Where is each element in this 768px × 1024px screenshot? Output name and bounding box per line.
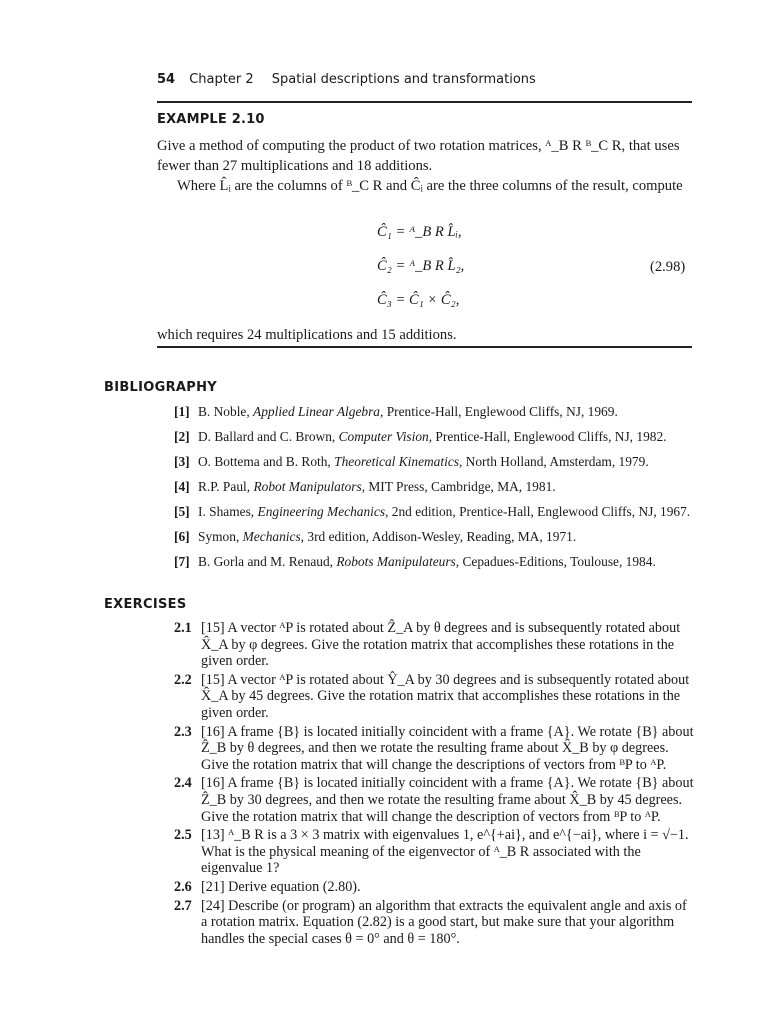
equation-number: (2.98) bbox=[650, 259, 686, 275]
example-paragraph-2: Where L̂ᵢ are the columns of ᴮ_C R and Ĉᵢ are the three columns of the result, compute bbox=[177, 178, 683, 194]
exercise-text: [16] A frame {B} is located initially coincident with a frame {A}. We rotate {B} about Ẑ_B by 30 degrees, and then we rotate the resulting frame about X̂_B by 45 degrees. Give the rotation matrix that will change the description of vectors from ᴮP to ᴬP. bbox=[201, 775, 694, 825]
exercise-number: 2.7 bbox=[174, 897, 192, 914]
exercise-item bbox=[174, 724, 694, 774]
exercise-number: 2.2 bbox=[174, 671, 192, 688]
exercise-text: [15] A vector ᴬP is rotated about Ŷ_A by 30 degrees and is subsequently rotated about X̂_A by 45 degrees. Give the rotation matrix that accomplishes these rotations in the given order. bbox=[201, 671, 690, 721]
header-rule bbox=[157, 101, 692, 103]
bib-number: [5] bbox=[174, 504, 190, 519]
bibliography-item: [6] Symon, Mechanics, 3rd edition, Addison-Wesley, Reading, MA, 1971. bbox=[174, 529, 577, 544]
exercise-item bbox=[174, 620, 694, 670]
exercise-item bbox=[174, 879, 694, 896]
bibliography-item: [7] B. Gorla and M. Renaud, Robots Manipulateurs, Cepadues-Editions, Toulouse, 1984. bbox=[174, 554, 656, 569]
equation-c2: Ĉ₂ = ᴬ_B R L̂₂, bbox=[377, 258, 465, 274]
exercise-item bbox=[174, 672, 694, 722]
page-number: 54 bbox=[157, 72, 176, 87]
exercise-number: 2.5 bbox=[174, 827, 192, 844]
example-title: EXAMPLE 2.10 bbox=[157, 112, 265, 127]
exercise-number: 2.6 bbox=[174, 878, 192, 895]
bib-number: [2] bbox=[174, 429, 190, 444]
bib-number: [4] bbox=[174, 479, 190, 494]
exercises-list bbox=[174, 620, 694, 949]
bib-number: [3] bbox=[174, 454, 190, 469]
bib-number: [6] bbox=[174, 529, 190, 544]
bibliography-list bbox=[174, 403, 694, 578]
bibliography-item: [2] D. Ballard and C. Brown, Computer Vision, Prentice-Hall, Englewood Cliffs, NJ, 1982. bbox=[174, 429, 667, 444]
exercise-text: [24] Describe (or program) an algorithm that extracts the equivalent angle and axis of a rotation matrix. Equation (2.82) is a good start, but make sure that your algorithm handles the special cases θ = 0° and θ = 180°. bbox=[201, 897, 687, 947]
bibliography-item: [1] B. Noble, Applied Linear Algebra, Prentice-Hall, Englewood Cliffs, NJ, 1969. bbox=[174, 404, 618, 419]
equation-c3: Ĉ₃ = Ĉ₁ × Ĉ₂, bbox=[377, 292, 460, 308]
bib-number: [1] bbox=[174, 404, 190, 419]
exercise-text: [13] ᴬ_B R is a 3 × 3 matrix with eigenvalues 1, e^{+ai}, and e^{−ai}, where i = √−1. What is the physical meaning of the eigenvector of ᴬ_B R associated with the eigenvalue 1? bbox=[201, 827, 689, 877]
example-paragraph-1: Give a method of computing the product of two rotation matrices, ᴬ_B R ᴮ_C R, that uses fewer than 27 multiplications and 18 additions. bbox=[157, 138, 680, 174]
running-head bbox=[157, 72, 536, 87]
bibliography-title: BIBLIOGRAPHY bbox=[104, 380, 217, 395]
exercise-item bbox=[174, 827, 694, 877]
exercise-text: [21] Derive equation (2.80). bbox=[201, 878, 361, 895]
chapter-title: Spatial descriptions and transformations bbox=[271, 72, 536, 87]
exercises-title: EXERCISES bbox=[104, 597, 187, 612]
exercise-number: 2.3 bbox=[174, 723, 192, 740]
exercise-number: 2.1 bbox=[174, 620, 192, 636]
exercise-item bbox=[174, 775, 694, 825]
example-rule bbox=[157, 346, 692, 348]
equation-c1: Ĉ₁ = ᴬ_B R L̂ᵢ, bbox=[377, 224, 462, 240]
bib-number: [7] bbox=[174, 554, 190, 569]
example-closing: which requires 24 multiplications and 15 additions. bbox=[157, 327, 457, 343]
exercise-item bbox=[174, 898, 694, 948]
bibliography-item: [4] R.P. Paul, Robot Manipulators, MIT Press, Cambridge, MA, 1981. bbox=[174, 479, 556, 494]
exercise-text: [16] A frame {B} is located initially coincident with a frame {A}. We rotate {B} about Ẑ_B by θ degrees, and then we rotate the resulting frame about X̂_B by φ degrees. Give the rotation matrix that will change the descriptions of vectors from ᴮP to ᴬP. bbox=[201, 723, 694, 773]
bibliography-item: [3] O. Bottema and B. Roth, Theoretical Kinematics, North Holland, Amsterdam, 1979. bbox=[174, 454, 649, 469]
exercise-text: [15] A vector ᴬP is rotated about Ẑ_A by θ degrees and is subsequently rotated about X̂_A by φ degrees. Give the rotation matrix that accomplishes these rotations in the given order. bbox=[201, 620, 681, 670]
bibliography-item: [5] I. Shames, Engineering Mechanics, 2nd edition, Prentice-Hall, Englewood Cliffs, NJ, 1967. bbox=[174, 504, 691, 519]
chapter-label: Chapter 2 bbox=[189, 72, 254, 87]
exercise-number: 2.4 bbox=[174, 775, 192, 792]
